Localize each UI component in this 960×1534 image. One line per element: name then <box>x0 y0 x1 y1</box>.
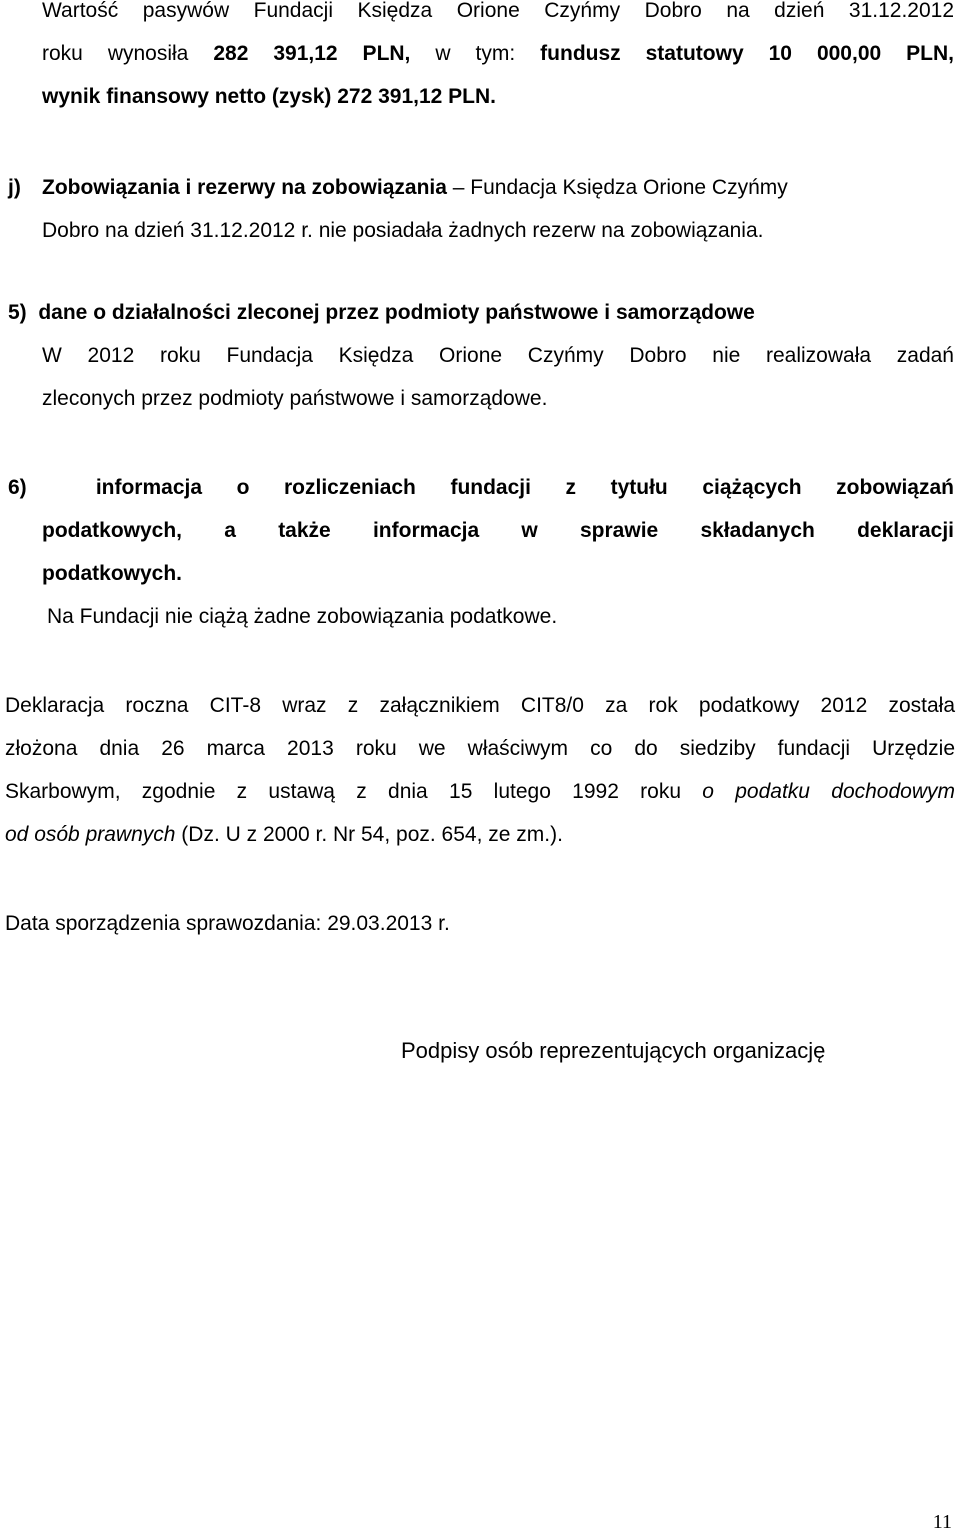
section-5-line-1: W 2012 roku Fundacja Księdza Orione Czyńmy Dobro nie realizowała zadań <box>42 344 954 367</box>
statutory-fund-value: fundusz statutowy 10 000,00 PLN, <box>540 42 954 65</box>
act-title-part-1: o podatku dochodowym <box>702 780 956 803</box>
section-5 <box>8 291 954 420</box>
section-j-line-2: Dobro na dzień 31.12.2012 r. nie posiadała żadnych rezerw na zobowiązania. <box>42 219 764 242</box>
section-6 <box>8 466 954 638</box>
declaration-paragraph <box>5 684 955 856</box>
page-number: 11 <box>932 1511 952 1533</box>
section-6-heading-line-1: 6) informacja o rozliczeniach fundacji z tytułu ciążących zobowiązań <box>8 476 954 499</box>
liabilities-paragraph <box>42 0 954 118</box>
net-result-line: wynik finansowy netto (zysk) 272 391,12 PLN. <box>42 85 496 108</box>
section-j-heading-bold: Zobowiązania i rezerwy na zobowiązania <box>42 176 447 199</box>
section-6-heading-line-3: podatkowych. <box>42 562 183 585</box>
total-liabilities-value: 282 391,12 PLN, <box>213 42 411 65</box>
act-title-part-2: od osób prawnych <box>5 823 176 846</box>
section-6-heading-line-2: podatkowych, a także informacja w sprawie składanych deklaracji <box>42 519 954 542</box>
declaration-line-1: Deklaracja roczna CIT-8 wraz z załącznikiem CIT8/0 za rok podatkowy 2012 została <box>5 694 955 717</box>
section-6-body: Na Fundacji nie ciążą żadne zobowiązania podatkowe. <box>47 605 558 628</box>
liabilities-line-2: roku wynosiła 282 391,12 PLN, w tym: fundusz statutowy 10 000,00 PLN, <box>42 42 954 65</box>
report-date-line: Data sporządzenia sprawozdania: 29.03.2013 r. <box>5 912 450 935</box>
section-5-heading: 5) dane o działalności zleconej przez podmioty państwowe i samorządowe <box>8 301 755 324</box>
declaration-line-4: od osób prawnych (Dz. U z 2000 r. Nr 54, poz. 654, ze zm.). <box>5 823 563 846</box>
declaration-line-2: złożona dnia 26 marca 2013 roku we właściwym co do siedziby fundacji Urzędzie <box>5 737 955 760</box>
section-j <box>8 166 954 252</box>
section-j-marker: j) <box>8 176 21 199</box>
section-5-body <box>8 334 954 420</box>
liabilities-line-1: Wartość pasywów Fundacji Księdza Orione Czyńmy Dobro na dzień 31.12.2012 <box>42 0 954 22</box>
section-6-heading-rest <box>8 509 954 638</box>
section-j-heading: j) Zobowiązania i rezerwy na zobowiązania – Fundacja Księdza Orione Czyńmy <box>8 166 954 209</box>
section-5-line-2: zleconych przez podmioty państwowe i samorządowe. <box>42 387 548 410</box>
signatures-label: Podpisy osób reprezentujących organizację <box>401 1038 826 1063</box>
declaration-line-3: Skarbowym, zgodnie z ustawą z dnia 15 lutego 1992 roku o podatku dochodowym <box>5 780 956 803</box>
